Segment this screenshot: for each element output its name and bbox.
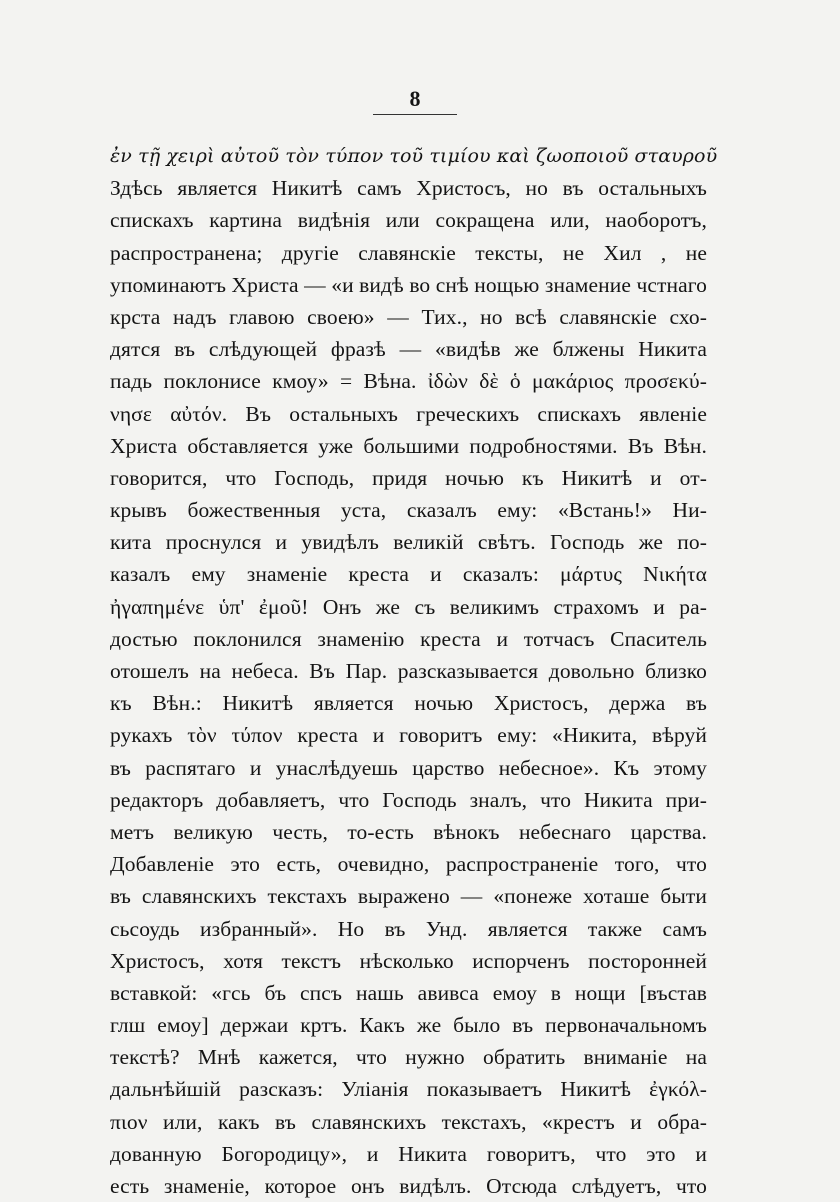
text-line: крывъ божественныя уста, сказалъ ему: «Встань!» Ни-: [110, 498, 707, 523]
text-line: νησε αὐτόν. Въ остальныхъ греческихъ спискахъ явленіе: [110, 401, 707, 426]
text-line: ἐν τῇ χειρὶ αὐτοῦ τὸν τύπον τοῦ τιμίου καὶ ζωοποιοῦ σταυροῦ: [110, 145, 718, 167]
text-line: Добавленіе это есть, очевидно, распространеніе того, что: [110, 852, 707, 877]
text-line: въ славянскихъ текстахъ выражено — «понеже хоташе быти: [110, 884, 707, 909]
header-rule: [373, 114, 457, 115]
text-line: Христосъ, хотя текстъ нѣсколько испорченъ посторонней: [110, 948, 707, 973]
text-line: распространена; другіе славянскіе тексты, не Хил , не: [110, 240, 707, 265]
text-line: вставкой: «гсь бъ спсъ нашь авивса емоу в нощи [въстав: [110, 980, 707, 1005]
text-line: Христа обставляется уже большими подробностями. Въ Вѣн.: [110, 433, 707, 458]
text-line: крста надъ главою своею» — Тих., но всѣ славянскіе схо-: [110, 304, 707, 329]
text-line: ἠγαπημένε ὑπ' ἐμοῦ! Онъ же съ великимъ страхомъ и ра-: [110, 594, 707, 619]
text-line: казалъ ему знаменіе креста и сказалъ: μάρτυς Νικήτα: [110, 562, 707, 587]
text-line: говорится, что Господь, придя ночью къ Никитѣ и от-: [110, 465, 707, 490]
text-line: редакторъ добавляетъ, что Господь зналъ, что Никита при-: [110, 787, 707, 812]
text-line: дованную Богородицу», и Никита говоритъ, что это и: [110, 1141, 707, 1166]
text-line: глш емоу] держаи кртъ. Какъ же было въ первоначальномъ: [110, 1013, 707, 1038]
page-header: [370, 86, 460, 115]
text-line: текстѣ? Мнѣ кажется, что нужно обратить вниманіе на: [110, 1045, 707, 1070]
text-line: дятся въ слѣдующей фразѣ — «видѣв же блжены Никита: [110, 337, 707, 362]
text-line: къ Вѣн.: Никитѣ является ночью Христосъ, держа въ: [110, 691, 707, 716]
text-line: въ распятаго и унаслѣдуешь царство небесное». Къ этому: [110, 755, 707, 780]
text-line: сьсоудь избранный». Но въ Унд. является также самъ: [110, 916, 707, 941]
text-line: кита проснулся и увидѣлъ великій свѣтъ. Господь же по-: [110, 530, 707, 555]
text-line: есть знаменіе, которое онъ видѣлъ. Отсюда слѣдуетъ, что: [110, 1174, 707, 1198]
text-line: дальнѣйшій разсказъ: Уліанія показываетъ Никитѣ ἐγκόλ-: [110, 1077, 707, 1102]
text-line: Здѣсь является Никитѣ самъ Христосъ, но въ остальныхъ: [110, 176, 707, 201]
text-line: метъ великую честь, то-есть вѣнокъ небеснаго царства.: [110, 819, 707, 844]
text-line: падь поклонисе кмоу» = Вѣна. ἰδὼν δὲ ὁ μακάριος προσεκύ-: [110, 369, 707, 394]
text-line: πιον или, какъ въ славянскихъ текстахъ, «крестъ и обра-: [110, 1109, 707, 1134]
text-line: отошелъ на небеса. Въ Пар. разсказывается довольно близко: [110, 659, 707, 683]
text-line: спискахъ картина видѣнія или сокращена или, наоборотъ,: [110, 208, 707, 233]
text-line: упоминаютъ Христа — «и видѣ во снѣ нощью знамение чстнаго: [110, 272, 707, 297]
body-text: [110, 140, 718, 1202]
text-line: достью поклонился знаменію креста и тотчасъ Спаситель: [110, 626, 707, 651]
text-line: рукахъ τὸν τύπον креста и говоритъ ему: «Никита, вѣруй: [110, 723, 707, 748]
page-number: 8: [409, 86, 421, 111]
